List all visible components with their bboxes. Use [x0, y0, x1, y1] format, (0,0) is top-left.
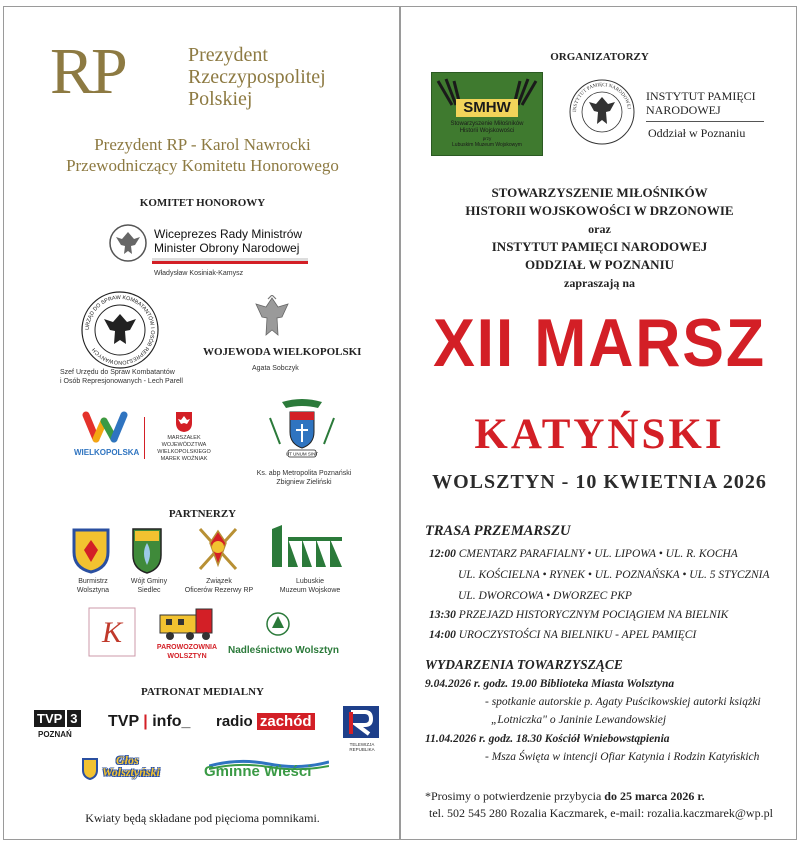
partner-line2: Oficerów Rezerwy RP	[184, 587, 254, 594]
udsk-seal-icon	[80, 290, 160, 375]
mon-line2: Minister Obrony Narodowej	[154, 241, 300, 255]
smhw-logo	[431, 72, 543, 156]
mon-flag-bar	[152, 258, 308, 264]
route-time: 14:00	[429, 629, 456, 641]
tvp3-city: POZNAŃ	[38, 730, 72, 739]
zachod-text: zachód	[257, 713, 315, 730]
tvpinfo-bar: |	[143, 713, 148, 730]
route-heading: TRASA PRZEMARSZU	[425, 523, 571, 539]
event1-body2: „Lotniczka" o Janinie Lewandowskiej	[491, 714, 667, 726]
mon-line1: Wiceprezes Rady Ministrów	[154, 227, 303, 241]
partner-line1: Lubuskie	[295, 578, 325, 585]
footer-note: Kwiaty będą składane pod pięcioma pomnikami.	[85, 811, 320, 825]
route-text: PRZEJAZD HISTORYCZNYM POCIĄGIEM NA BIELNIK	[455, 609, 729, 621]
ipn-branch: Oddział w Poznaniu	[648, 126, 746, 140]
invite-block	[401, 184, 798, 292]
parowozownia-logo-icon	[154, 607, 220, 646]
partner-caption	[270, 577, 350, 595]
tvpinfo-underscore: _	[181, 713, 191, 730]
right-panel	[400, 6, 797, 840]
tvp3-box: TVP	[34, 710, 65, 727]
event2-body: - Msza Święta w intencji Ofiar Katynia i Rodzin Katyńskich	[485, 751, 760, 763]
wojewoda-title: WOJEWODA WIELKOPOLSKI	[203, 346, 362, 358]
archbishop-line2: Zbigniew Zieliński	[276, 479, 332, 486]
marszalek-line: MAREK WOŹNIAK	[160, 456, 208, 462]
svg-text:K: K	[101, 616, 123, 649]
event-date: WOLSZTYN - 10 KWIETNIA 2026	[432, 471, 767, 493]
route-time: 12:00	[429, 548, 456, 560]
tvpinfo-logo	[108, 713, 190, 731]
rp-title	[188, 44, 326, 110]
event-title2: KATYŃSKI	[474, 411, 725, 458]
invite-line: zapraszają na	[564, 276, 635, 290]
invite-line: STOWARZYSZENIE MIŁOŚNIKÓW	[491, 185, 708, 200]
smhw-caption-line: Stowarzyszenie Miłośników	[450, 121, 524, 127]
partner-caption	[114, 577, 184, 595]
nadlesnictwo-text: Nadleśnictwo Wolsztyn	[228, 645, 339, 656]
rsvp-prefix: *Prosimy o potwierdzenie przybycia	[425, 789, 605, 803]
archbishop-coat-icon	[266, 398, 338, 469]
archbishop-line1: Ks. abp Metropolita Poznański	[256, 470, 352, 477]
ipn-name	[646, 89, 756, 117]
smhw-caption-line: przy	[482, 136, 492, 141]
partners-heading: PARTNERZY	[168, 508, 237, 520]
rp-title-line: Prezydent	[188, 44, 268, 66]
route-line	[429, 628, 696, 643]
radio-text: radio	[216, 713, 253, 730]
partner-line2: Siedlec	[137, 587, 161, 594]
event1-body1: - spotkanie autorskie p. Agaty Puścikowskiej autorki książki	[485, 696, 761, 708]
route-line	[458, 568, 769, 583]
route-text: UL. DWORCOWA • DWORZEC PKP	[458, 590, 632, 602]
k-monogram-logo-icon	[88, 607, 136, 662]
glos-logo	[102, 754, 160, 778]
smhw-caption	[432, 121, 542, 149]
marszalek-line: WOJEWÓDZTWA	[161, 442, 207, 448]
mon-text	[154, 227, 302, 255]
invite-line: ODDZIAŁ W POZNANIU	[524, 257, 675, 272]
wolsztyn-crest-icon	[72, 528, 110, 579]
route-line	[429, 547, 738, 562]
rp-title-line: Polskiej	[188, 88, 253, 110]
zor-emblem-icon	[196, 525, 240, 578]
left-panel	[3, 6, 400, 840]
partner-caption	[179, 577, 259, 595]
ipn-name-line: INSTYTUT PAMIĘCI	[646, 89, 756, 103]
route-time: 13:30	[429, 609, 456, 621]
marszalek-line: MARSZAŁEK	[167, 435, 201, 441]
republika-logo-icon	[341, 704, 381, 745]
tvpinfo-tvp: TVP	[108, 713, 139, 730]
marszalek-text	[154, 435, 214, 463]
partner-line1: Wójt Gminy	[130, 578, 168, 585]
rp-monogram: RP	[50, 35, 125, 108]
partner-line1: Burmistrz	[78, 578, 108, 585]
siedlec-crest-icon	[131, 527, 163, 580]
route-line	[458, 589, 632, 604]
tvp3-logo	[34, 710, 81, 739]
route-text: UROCZYSTOŚCI NA BIELNIKU - APEL PAMIĘCI	[455, 629, 697, 641]
organizers-heading: ORGANIZATORZY	[550, 51, 649, 63]
udsk-caption	[60, 368, 183, 386]
divider	[144, 417, 145, 459]
mon-eagle-icon	[108, 223, 148, 268]
partner-line2: Muzeum Wojskowe	[279, 587, 341, 594]
glos-line2: Wolsztyński	[102, 765, 160, 779]
rsvp-line	[425, 789, 705, 804]
wielkopolska-w-icon	[82, 409, 130, 450]
lmw-logo-icon	[268, 521, 348, 578]
president-name: Prezydent RP - Karol Nawrocki	[94, 135, 311, 154]
partner-line2: Wolsztyna	[76, 587, 110, 594]
ipn-ring-text: INSTYTUT PAMIĘCI NARODOWEJ	[572, 82, 631, 113]
media-heading: PATRONAT MEDIALNY	[141, 686, 264, 698]
udsk-caption-line2: i Osób Represjonowanych - Lech Parell	[60, 378, 183, 385]
committee-heading: KOMITET HONOROWY	[139, 197, 266, 209]
event2-head: 11.04.2026 r. godz. 18.30 Kościół Wniebowstąpienia	[425, 733, 670, 745]
smhw-caption-line: Historii Wojskowości	[459, 128, 515, 134]
contact-line: tel. 502 545 280 Rozalia Kaczmarek, e-mail: rozalia.kaczmarek@wp.pl	[429, 806, 773, 820]
parowozownia-line2: WOLSZTYN	[167, 653, 207, 660]
republika-text: TELEWIZJA REPUBLIKA	[349, 742, 375, 752]
parowozownia-line1: PAROWOZOWNIA	[156, 644, 218, 651]
glos-line1: Głos	[116, 753, 139, 767]
lasy-panstwowe-icon	[266, 612, 290, 641]
event1-head: 9.04.2026 r. godz. 19.00 Biblioteka Miasta Wolsztyna	[425, 678, 675, 690]
ipn-seal-icon	[569, 79, 635, 150]
ipn-divider	[646, 121, 764, 122]
rsvp-date: do 25 marca 2026 r.	[604, 789, 705, 803]
rp-title-line: Rzeczypospolitej	[188, 66, 326, 88]
wojewoda-eagle-icon	[250, 295, 294, 348]
radio-zachod-logo	[216, 713, 315, 730]
archbishop-motto: UT UNUM SINT	[285, 451, 319, 457]
wielkopolska-logo-text: WIELKOPOLSKA	[74, 448, 140, 457]
president-block	[4, 134, 401, 176]
mon-person: Władysław Kosiniak-Kamysz	[154, 270, 244, 277]
gminne-logo-text: Gminne Wieści	[204, 763, 312, 780]
udsk-ring-text: URZĄD DO SPRAW KOMBATANTÓW I OSÓB REPRESJONOWANYCH	[84, 294, 156, 366]
events-heading: WYDARZENIA TOWARZYSZĄCE	[425, 657, 623, 672]
marszalek-line: WIELKOPOLSKIEGO	[157, 449, 211, 455]
archbishop-caption	[244, 469, 364, 487]
tvpinfo-info: info	[152, 713, 182, 730]
event-title: XII MARSZ	[433, 305, 766, 381]
glos-crest-icon	[82, 758, 98, 785]
wojewoda-person: Agata Sobczyk	[252, 365, 299, 372]
udsk-caption-line1: Szef Urzędu do Spraw Kombatantów	[60, 369, 175, 376]
route-text: CMENTARZ PARAFIALNY • UL. LIPOWA • UL. R. KOCHA	[455, 548, 738, 560]
smhw-caption-line: Lubuskim Muzeum Wojskowym	[452, 142, 522, 148]
smhw-text: SMHW	[456, 99, 518, 117]
tvp3-number: 3	[67, 710, 80, 727]
invite-line: HISTORII WOJSKOWOŚCI W DRZONOWIE	[465, 203, 734, 218]
parowozownia-text	[152, 643, 222, 661]
partner-line1: Związek	[206, 578, 232, 585]
invite-line: INSTYTUT PAMIĘCI NARODOWEJ	[491, 239, 708, 254]
marszalek-crest-icon	[175, 411, 193, 438]
route-line	[429, 608, 728, 623]
invite-line: oraz	[588, 222, 611, 236]
ipn-name-line: NARODOWEJ	[646, 103, 721, 117]
route-text: UL. KOŚCIELNA • RYNEK • UL. POZNAŃSKA • UL. 5 STYCZNIA	[458, 569, 770, 581]
president-role: Przewodniczący Komitetu Honorowego	[66, 156, 339, 175]
